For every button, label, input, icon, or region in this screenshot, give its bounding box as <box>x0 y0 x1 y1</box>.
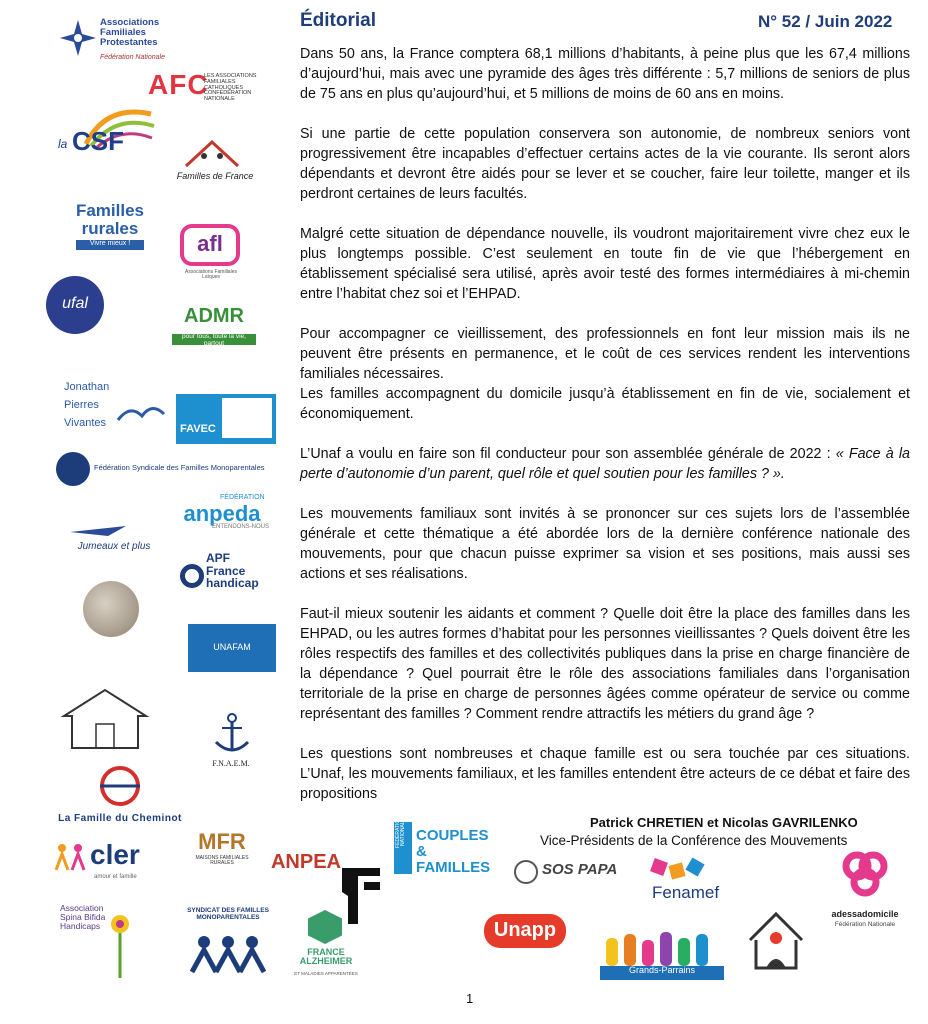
logo-fnaem: F.N.A.E.M. <box>196 712 266 774</box>
logo-adessadomicile: adessadomicile Fédération Nationale <box>818 850 912 936</box>
logo-grands-parrains: Grands-Parrains <box>600 930 724 982</box>
logo-fenamef: Fenamef <box>648 860 758 906</box>
road-house-icon <box>746 910 806 972</box>
plane-icon <box>68 520 128 542</box>
logo-anpeda: FÉDÉRATION anpeda ENTENDONS-NOUS <box>183 494 270 530</box>
logo-syndicat-familles-monoparentales: SYNDICAT DES FAMILLES MONOPARENTALES <box>176 904 280 984</box>
logo-mfr: MFR MAISONS FAMILIALES RURALES <box>195 829 249 867</box>
paragraph-4: Pour accompagner ce vieillissement, des professionnels en font leur mission mais ils ne peuvent être présents en permanence, et le coût de ces services rendent les interventions familiales nécessaires. <box>300 326 910 382</box>
logo-unafam: UNAFAM <box>188 624 276 672</box>
logo-familles-de-france: Familles de France <box>172 138 258 190</box>
adessa-rings-icon <box>840 850 890 900</box>
logo-afl: afl Associations Familiales Laïques <box>176 222 246 282</box>
logo-admr: ADMR pour tous, toute la vie, partout <box>172 304 256 348</box>
logo-ufal: ufal <box>46 276 112 334</box>
logo-road-house <box>746 910 806 972</box>
paragraph-3: Malgré cette situation de dépendance nouvelle, ils voudront majoritairement vivre chez eux le plus longtemps possible. C’est seulement en toute fin de vie que l’hébergement en établissement spécialisé sera utilisé, après avoir testé des formes intermédiaires à mi-chemin entre l’habitat chez soi et l’EHPAD. <box>300 226 910 302</box>
logo-famille-du-cheminot: La Famille du Cheminot <box>48 762 192 832</box>
signature-role: Vice-Présidents de la Conférence des Mouvements <box>540 833 848 848</box>
house-icon <box>182 138 242 168</box>
signature-names: Patrick CHRETIEN et Nicolas GAVRILENKO <box>590 815 858 830</box>
logo-afc: AFC LES ASSOCIATIONS FAMILIALES CATHOLIQUES CONFÉDÉRATION NATIONALE <box>148 69 257 103</box>
page-title: Éditorial <box>300 10 377 31</box>
logo-anpea: ANPEA <box>270 850 341 873</box>
unaf-quote: « Face à la perte d’autonomie d’un parent, quel rôle et quel soutien pour les familles ? ». <box>300 446 910 482</box>
issue-number: N° 52 / Juin 2022 <box>758 12 893 31</box>
profile-icon <box>340 866 382 926</box>
paragraph-2: Si une partie de cette population conservera son autonomie, de nombreux seniors vont progressivement être incapables d’effectuer certains actes de la vie courante. Ils seront alors dépendants et devront être aidés pour se lever et se coucher, faire leur toilette, manger et ils perdront certaines de leurs facultés. <box>300 126 910 202</box>
logo-jumeaux-et-plus: Jumeaux et plus <box>66 520 162 560</box>
logo-cler: cler amour et famille <box>54 836 164 884</box>
figures-icon <box>602 930 722 966</box>
hexagon-icon <box>308 910 342 944</box>
logo-asbh: Association Spina Bifida Handicaps <box>60 902 146 982</box>
paragraph-7: Faut-il mieux soutenir les aidants et comment ? Quelle doit être la place des familles dans les EHPAD, ou les autres formes d’habitat pour les personnes vieillissantes ? Quels doivent être les rôles respectifs des familles et des collectivités publiques dans la prise en charge financière de la dépendance ? Quel pourrait être le rôle des associations familiales dans l’organisation territoriale de la prise en charge de personnes âgées comme opérateur de service ou comme représentant des familles ? Comment rendre attractifs les métiers du grand âge ? <box>300 606 910 722</box>
paragraph-8: Les questions sont nombreuses et chaque famille est ou sera touchée par ces situations. L’Unaf, les mouvements familiaux, et les familles entendent être acteurs de ce débat et faire des propositions <box>300 746 910 802</box>
logo-unapp: Unapp <box>484 910 566 980</box>
face-icon <box>514 860 538 884</box>
logo-profile-face <box>340 866 382 926</box>
logo-familles-rurales: Familles rurales Vivre mieux ! <box>70 190 150 250</box>
logo-france-alzheimer: FRANCE ALZHEIMER ET MALADIES APPARENTÉES <box>292 910 360 980</box>
logo-favec: FAVEC <box>176 394 276 444</box>
logo-apf-france-handicap: APF France handicap <box>180 548 266 600</box>
logo-csf: la CSF <box>56 104 156 170</box>
logo-house-sketch <box>58 686 152 752</box>
bird-icon <box>116 400 166 430</box>
paragraph-5: Les familles accompagnent du domicile jusqu’à établissement en fin de vie, socialement et économiquement. <box>300 386 910 422</box>
paragraph-6: Les mouvements familiaux sont invités à se prononcer sur ces sujets lors de l’assemblée générale et cette thématique a été abordée lors de la dernière conférence nationale des mouvements, pour que chacun puisse exprimer sa vision et ses positions, mais aussi ses actions et ses réalisations. <box>300 506 910 582</box>
house-sketch-icon <box>58 686 152 752</box>
anchor-icon <box>212 712 252 756</box>
paragraph-unaf <box>300 444 910 484</box>
logo-afp: Associations Familiales Protestantes Fédération Nationale <box>58 14 188 76</box>
people-icon <box>54 842 88 872</box>
logo-medal <box>82 580 140 638</box>
medal-icon <box>83 581 139 637</box>
unaf-lead: L’Unaf a voulu en faire son fil conducteur pour son assemblée générale de 2022 : <box>300 446 836 462</box>
page-number: 1 <box>466 991 474 1006</box>
logo-sos-papa: SOS PAPA <box>514 858 644 888</box>
cross-icon <box>58 18 98 58</box>
editorial-body <box>300 44 910 804</box>
cheminot-swirl-icon <box>86 762 156 808</box>
paragraph-1: Dans 50 ans, la France comptera 68,1 millions d’habitants, à peine plus que les 67,4 millions d’aujourd’hui, mais avec une pyramide des âges très différente : 5,7 millions de seniors de plus de 75 ans en plus qu’aujourd’hui, et 5 millions de moins de 60 ans en moins. <box>300 46 910 102</box>
logo-couples-familles: FÉDÉRATION NATIONALE COUPLES & FAMILLES <box>395 816 491 876</box>
logo-fsfm: Fédération Syndicale des Familles Monoparentales <box>56 452 296 490</box>
family-figures-icon <box>188 934 268 974</box>
logo-jonathan-pierres-vivantes: Jonathan Pierres Vivantes <box>64 374 168 438</box>
